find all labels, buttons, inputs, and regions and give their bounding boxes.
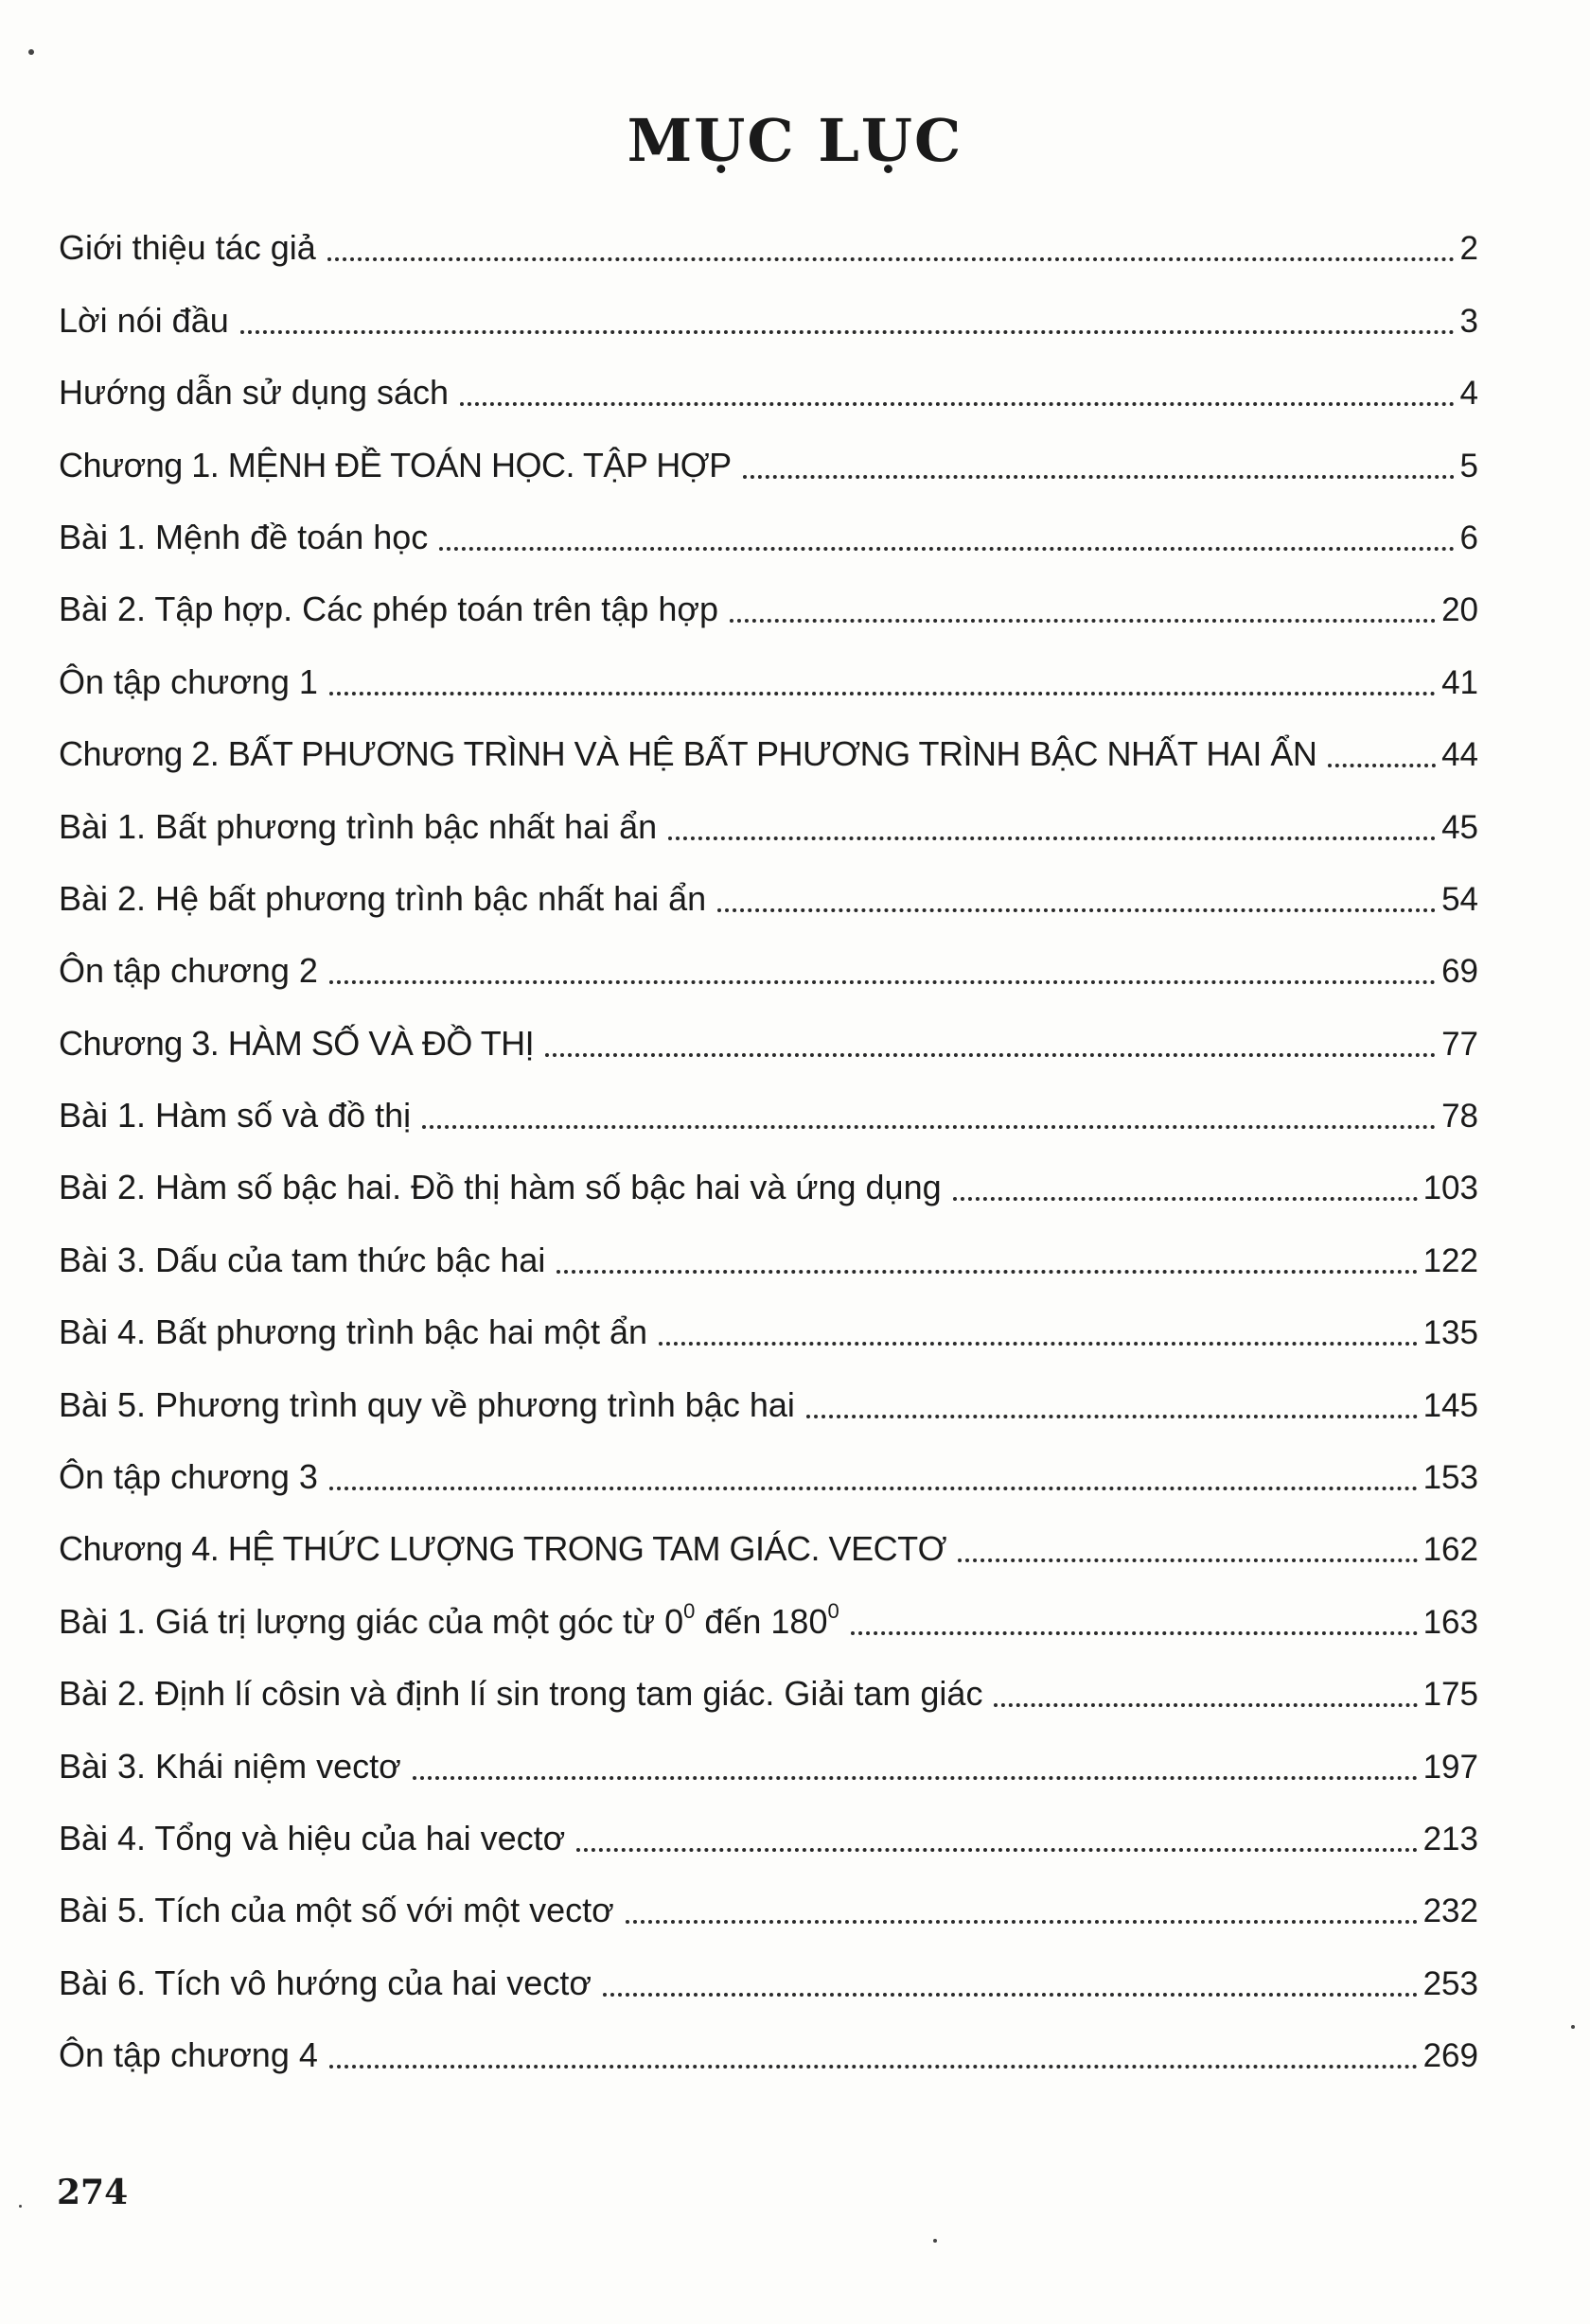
toc-entry-page: 2 — [1459, 230, 1478, 268]
toc-entry-title: Hướng dẫn sử dụng sách — [59, 373, 450, 413]
toc-entry-title: Bài 5. Phương trình quy về phương trình bậc hai — [59, 1384, 795, 1424]
toc-entry-page: 45 — [1441, 808, 1478, 846]
toc-entry-title: Bài 2. Hàm số bậc hai. Đồ thị hàm số bậc hai và ứng dụng — [59, 1168, 942, 1207]
dot-leader — [576, 1848, 1417, 1852]
degree-superscript: 0 — [827, 1598, 839, 1623]
toc-entry — [59, 933, 1478, 1005]
toc-entry-title: Bài 1. Mệnh đề toán học — [59, 517, 429, 556]
toc-entry-title: Chương 4. HỆ THỨC LƯỢNG TRONG TAM GIÁC. VECTƠ — [59, 1529, 946, 1569]
table-of-contents — [59, 210, 1478, 2089]
toc-entry-title: Ôn tập chương 3 — [59, 1457, 318, 1497]
toc-entry-title: Bài 3. Khái niệm vectơ — [59, 1746, 401, 1786]
toc-entry-page: 20 — [1441, 591, 1478, 629]
degree-superscript: 0 — [683, 1598, 696, 1623]
toc-chapter-entry — [59, 716, 1478, 788]
dot-leader — [327, 257, 1455, 261]
toc-entry — [59, 1583, 1478, 1655]
toc-entry-title — [59, 1598, 839, 1641]
toc-entry — [59, 2017, 1478, 2089]
toc-entry-page: 77 — [1441, 1025, 1478, 1063]
dot-leader — [851, 1631, 1418, 1635]
toc-entry — [59, 572, 1478, 643]
toc-entry-title: Chương 2. BẤT PHƯƠNG TRÌNH VÀ HỆ BẤT PHƯƠNG TRÌNH BẬC NHẤT HAI ẨN — [59, 734, 1317, 774]
toc-entry-title: Giới thiệu tác giả — [59, 228, 316, 268]
dot-leader — [329, 1487, 1418, 1490]
toc-chapter-entry — [59, 427, 1478, 499]
dot-leader — [1328, 764, 1436, 767]
toc-entry — [59, 500, 1478, 572]
toc-entry — [59, 1945, 1478, 2016]
toc-entry — [59, 1222, 1478, 1294]
dot-leader — [413, 1776, 1418, 1780]
dot-leader — [743, 475, 1455, 479]
toc-chapter-entry — [59, 1005, 1478, 1077]
toc-entry-page: 103 — [1422, 1170, 1478, 1207]
toc-entry-page: 122 — [1422, 1241, 1478, 1279]
dot-leader — [329, 692, 1436, 695]
toc-entry — [59, 282, 1478, 354]
toc-entry-page: 232 — [1422, 1893, 1478, 1930]
toc-entry-page: 213 — [1422, 1820, 1478, 1857]
scan-speck — [28, 49, 34, 55]
dot-leader — [659, 1342, 1418, 1346]
scan-speck — [1571, 2025, 1575, 2029]
toc-entry — [59, 210, 1478, 282]
toc-entry — [59, 1873, 1478, 1945]
toc-entry — [59, 1078, 1478, 1150]
toc-entry-title: Bài 2. Tập hợp. Các phép toán trên tập hợp — [59, 590, 719, 629]
toc-entry-title: Ôn tập chương 4 — [59, 2035, 318, 2075]
toc-entry-title: Bài 3. Dấu của tam thức bậc hai — [59, 1240, 546, 1279]
dot-leader — [460, 402, 1454, 406]
toc-entry-page: 4 — [1459, 375, 1478, 413]
page-number: 274 — [57, 2173, 129, 2212]
toc-entry — [59, 1366, 1478, 1438]
toc-entry-page: 41 — [1441, 663, 1478, 701]
toc-entry-title: Bài 4. Tổng và hiệu của hai vectơ — [59, 1818, 566, 1857]
toc-entry — [59, 1801, 1478, 1873]
toc-entry-page: 44 — [1441, 736, 1478, 774]
toc-entry-page: 5 — [1459, 447, 1478, 484]
toc-entry-page: 269 — [1422, 2037, 1478, 2075]
dot-leader — [668, 836, 1436, 840]
dot-leader — [439, 547, 1454, 551]
toc-entry-title: Ôn tập chương 1 — [59, 661, 318, 701]
toc-entry — [59, 1656, 1478, 1728]
toc-entry-page: 145 — [1422, 1386, 1478, 1424]
toc-entry-title: Ôn tập chương 2 — [59, 951, 318, 991]
toc-entry-title-part: đến 180 — [695, 1601, 828, 1641]
toc-entry-page: 78 — [1441, 1098, 1478, 1136]
toc-entry-title: Bài 1. Bất phương trình bậc nhất hai ẩn — [59, 806, 658, 846]
dot-leader — [806, 1415, 1418, 1418]
toc-entry-page: 54 — [1441, 880, 1478, 918]
toc-entry-page: 69 — [1441, 953, 1478, 991]
dot-leader — [958, 1558, 1418, 1562]
dot-leader — [953, 1197, 1418, 1201]
dot-leader — [626, 1920, 1418, 1924]
scan-speck — [19, 2205, 22, 2208]
dot-leader — [730, 619, 1436, 623]
dot-leader — [240, 330, 1455, 334]
toc-entry-page: 163 — [1422, 1603, 1478, 1641]
page-title: MỤC LỤC — [627, 106, 963, 175]
toc-entry — [59, 1150, 1478, 1222]
toc-entry-title: Bài 2. Định lí côsin và định lí sin trong tam giác. Giải tam giác — [59, 1674, 983, 1714]
dot-leader — [329, 980, 1436, 984]
toc-entry-title: Bài 5. Tích của một số với một vectơ — [59, 1891, 614, 1930]
toc-entry-page: 253 — [1422, 1964, 1478, 2002]
dot-leader — [994, 1703, 1417, 1707]
dot-leader — [422, 1125, 1436, 1129]
toc-entry-title-part: Bài 1. Giá trị lượng giác của một góc từ 0 — [59, 1601, 684, 1641]
toc-entry-title: Bài 2. Hệ bất phương trình bậc nhất hai ẩn — [59, 878, 707, 918]
toc-entry — [59, 355, 1478, 427]
toc-chapter-entry — [59, 1511, 1478, 1583]
toc-entry — [59, 643, 1478, 715]
toc-entry-title: Bài 4. Bất phương trình bậc hai một ẩn — [59, 1312, 648, 1352]
toc-entry-page: 197 — [1422, 1748, 1478, 1786]
toc-entry — [59, 1294, 1478, 1366]
dot-leader — [545, 1053, 1436, 1057]
toc-entry — [59, 861, 1478, 933]
toc-entry-page: 6 — [1459, 519, 1478, 556]
dot-leader — [556, 1270, 1417, 1274]
toc-entry-page: 175 — [1422, 1676, 1478, 1714]
toc-entry-title: Chương 1. MỆNH ĐỀ TOÁN HỌC. TẬP HỢP — [59, 445, 732, 484]
dot-leader — [603, 1993, 1418, 1997]
toc-entry — [59, 788, 1478, 860]
toc-entry-title: Chương 3. HÀM SỐ VÀ ĐỒ THỊ — [59, 1023, 535, 1063]
toc-entry-title: Bài 1. Hàm số và đồ thị — [59, 1096, 412, 1136]
toc-entry-page: 135 — [1422, 1314, 1478, 1352]
scan-speck — [933, 2239, 937, 2243]
dot-leader — [329, 2065, 1418, 2069]
toc-entry-page: 153 — [1422, 1459, 1478, 1497]
toc-entry-title: Bài 6. Tích vô hướng của hai vectơ — [59, 1963, 592, 2002]
dot-leader — [717, 908, 1436, 912]
toc-entry — [59, 1439, 1478, 1511]
toc-entry-title: Lời nói đầu — [59, 300, 229, 340]
toc-entry-page: 162 — [1422, 1531, 1478, 1569]
toc-entry — [59, 1728, 1478, 1800]
toc-entry-page: 3 — [1459, 302, 1478, 340]
